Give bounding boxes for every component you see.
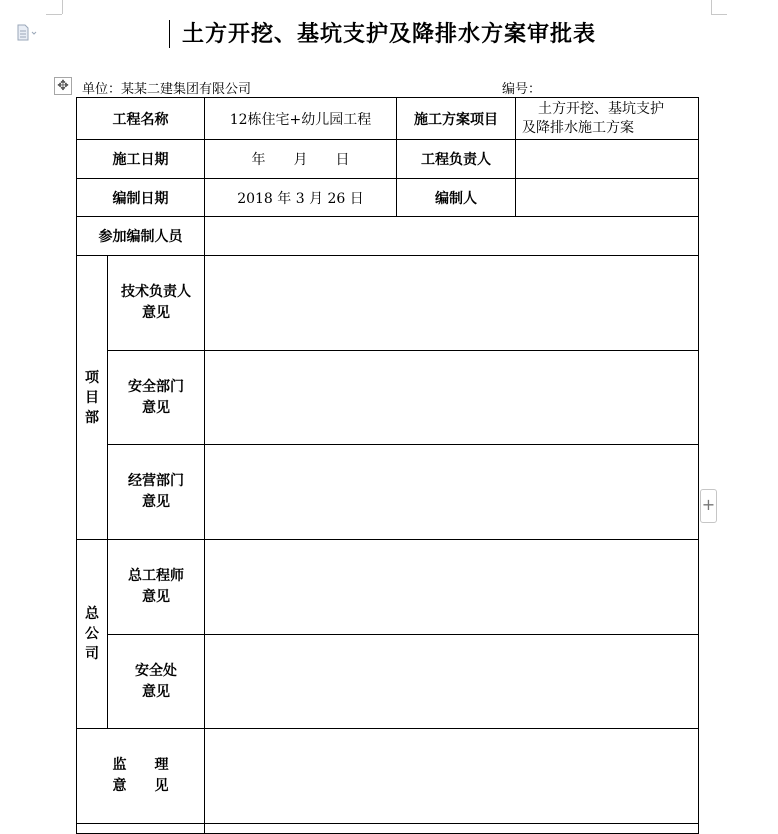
tech-head-opinion-value[interactable] — [205, 256, 699, 351]
participants-label: 参加编制人员 — [77, 217, 205, 256]
company-char: 总 — [85, 606, 99, 622]
compile-date-value[interactable]: 2018 年 3 月 26 日 — [205, 179, 397, 217]
company-char: 公 — [85, 626, 99, 642]
unit-label: 单位：某某二建集团有限公司 — [82, 82, 252, 97]
supervision-line1: 监 理 — [112, 757, 169, 773]
crop-mark — [711, 14, 727, 15]
tech-head-opinion-label — [108, 256, 205, 351]
project-manager-value[interactable] — [516, 140, 699, 179]
safety-office-line1: 安全处 — [135, 662, 177, 679]
supervision-line2: 意 见 — [112, 778, 169, 794]
safety-dept-opinion-label — [108, 351, 205, 445]
construction-date-value[interactable]: 年 月 日 — [205, 140, 397, 179]
project-dept-label — [77, 256, 108, 540]
safety-office-opinion-value[interactable] — [205, 635, 699, 729]
safety-office-line2: 意见 — [142, 683, 170, 700]
project-name-value[interactable]: 12栋住宅+幼儿园工程 — [205, 98, 397, 140]
project-dept-char: 目 — [85, 389, 99, 406]
compile-date-label: 编制日期 — [77, 179, 205, 217]
add-icon[interactable]: + — [700, 489, 717, 523]
company-char: 司 — [85, 646, 99, 662]
supervision-opinion-label — [77, 729, 205, 824]
table-row — [77, 824, 205, 834]
safety-dept-line1: 安全部门 — [128, 378, 184, 395]
project-name-label: 工程名称 — [77, 98, 205, 140]
safety-dept-opinion-value[interactable] — [205, 351, 699, 445]
safety-dept-line2: 意见 — [142, 399, 170, 416]
project-dept-char: 项 — [85, 369, 99, 386]
compiler-value[interactable] — [516, 179, 699, 217]
participants-value[interactable] — [205, 217, 699, 256]
chief-engineer-line2: 意见 — [142, 589, 170, 605]
safety-office-opinion-label — [108, 635, 205, 729]
move-handle-icon[interactable]: ✥ — [54, 77, 72, 95]
compiler-label: 编制人 — [397, 179, 516, 217]
crop-mark — [711, 0, 712, 14]
plan-item-value-line2: 及降排水施工方案 — [522, 119, 634, 136]
chief-engineer-line1: 总工程师 — [128, 568, 184, 584]
business-dept-opinion-label — [108, 445, 205, 540]
chief-engineer-opinion-label — [108, 540, 205, 635]
crop-mark — [62, 0, 63, 14]
plan-item-value[interactable] — [516, 98, 699, 140]
project-dept-char: 部 — [85, 409, 99, 426]
code-label: 编号： — [502, 82, 542, 97]
business-dept-line2: 意见 — [142, 494, 170, 510]
business-dept-opinion-value[interactable] — [205, 445, 699, 540]
business-dept-line1: 经营部门 — [128, 473, 184, 489]
plan-item-value-line1: 土方开挖、基坑支护 — [538, 100, 664, 117]
company-label — [77, 540, 108, 729]
construction-date-label: 施工日期 — [77, 140, 205, 179]
tech-head-line1: 技术负责人 — [121, 284, 191, 300]
plan-item-label: 施工方案项目 — [397, 98, 516, 140]
approval-table — [76, 97, 699, 834]
crop-mark — [46, 14, 62, 15]
supervision-opinion-value[interactable] — [205, 729, 699, 824]
project-manager-label: 工程负责人 — [397, 140, 516, 179]
page-title: 土方开挖、基坑支护及降排水方案审批表 — [181, 21, 596, 47]
table-row — [205, 824, 699, 834]
text-cursor — [169, 20, 170, 48]
tech-head-line2: 意见 — [142, 305, 170, 321]
chief-engineer-opinion-value[interactable] — [205, 540, 699, 635]
